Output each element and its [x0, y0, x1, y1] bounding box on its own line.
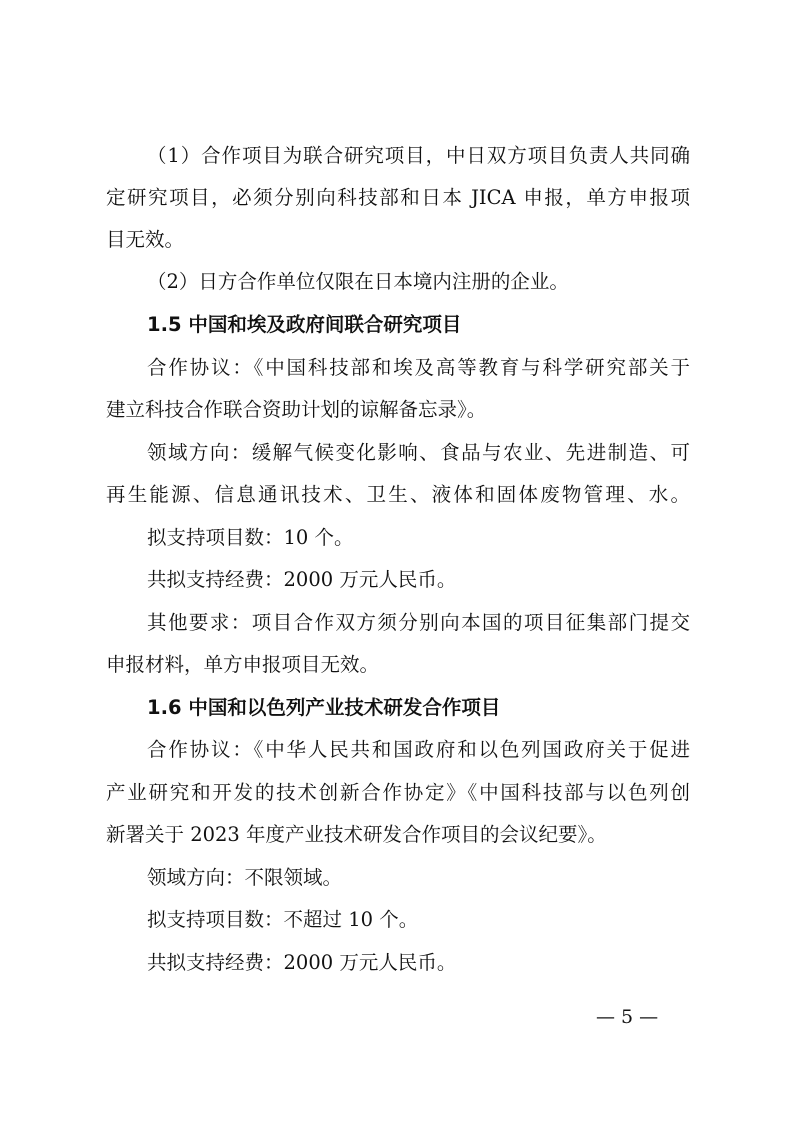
section-heading: 1.5 中国和埃及政府间联合研究项目 — [147, 313, 462, 336]
paragraph-line: 拟支持项目数：10 个。 — [147, 526, 354, 549]
section-heading: 1.6 中国和以色列产业技术研发合作项目 — [147, 696, 501, 719]
paragraph-line: 合作协议：《中国科技部和埃及高等教育与科学研究部关于 — [147, 356, 690, 379]
paragraph-line: 产业研究和开发的技术创新合作协定》《中国科技部与以色列创 — [106, 781, 690, 804]
paragraph-line: 领域方向：不限领域。 — [147, 866, 343, 889]
paragraph-line: 申报材料，单方申报项目无效。 — [106, 653, 380, 676]
paragraph-line: 合作协议：《中华人民共和国政府和以色列国政府关于促进 — [147, 738, 690, 761]
paragraph-line: 领域方向：缓解气候变化影响、食品与农业、先进制造、可 — [147, 441, 690, 464]
paragraph-line: 共拟支持经费：2000 万元人民币。 — [147, 951, 457, 974]
paragraph-line: （1）合作项目为联合研究项目，中日双方项目负责人共同确 — [147, 144, 690, 167]
paragraph-line: 定研究项目，必须分别向科技部和日本 JICA 申报，单方申报项 — [106, 186, 690, 209]
paragraph-line: 再生能源、信息通讯技术、卫生、液体和固体废物管理、水。 — [106, 483, 690, 506]
page-number: — 5 — — [596, 1006, 659, 1028]
paragraph-line: 其他要求：项目合作双方须分别向本国的项目征集部门提交 — [147, 611, 690, 634]
paragraph-line: 共拟支持经费：2000 万元人民币。 — [147, 568, 457, 591]
paragraph-line: （2）日方合作单位仅限在日本境内注册的企业。 — [147, 270, 569, 293]
paragraph-line: 建立科技合作联合资助计划的谅解备忘录》。 — [106, 398, 487, 421]
paragraph-line: 新署关于 2023 年度产业技术研发合作项目的会议纪要》。 — [106, 823, 607, 846]
paragraph-line: 拟支持项目数：不超过 10 个。 — [147, 908, 419, 931]
paragraph-line: 目无效。 — [106, 228, 185, 251]
